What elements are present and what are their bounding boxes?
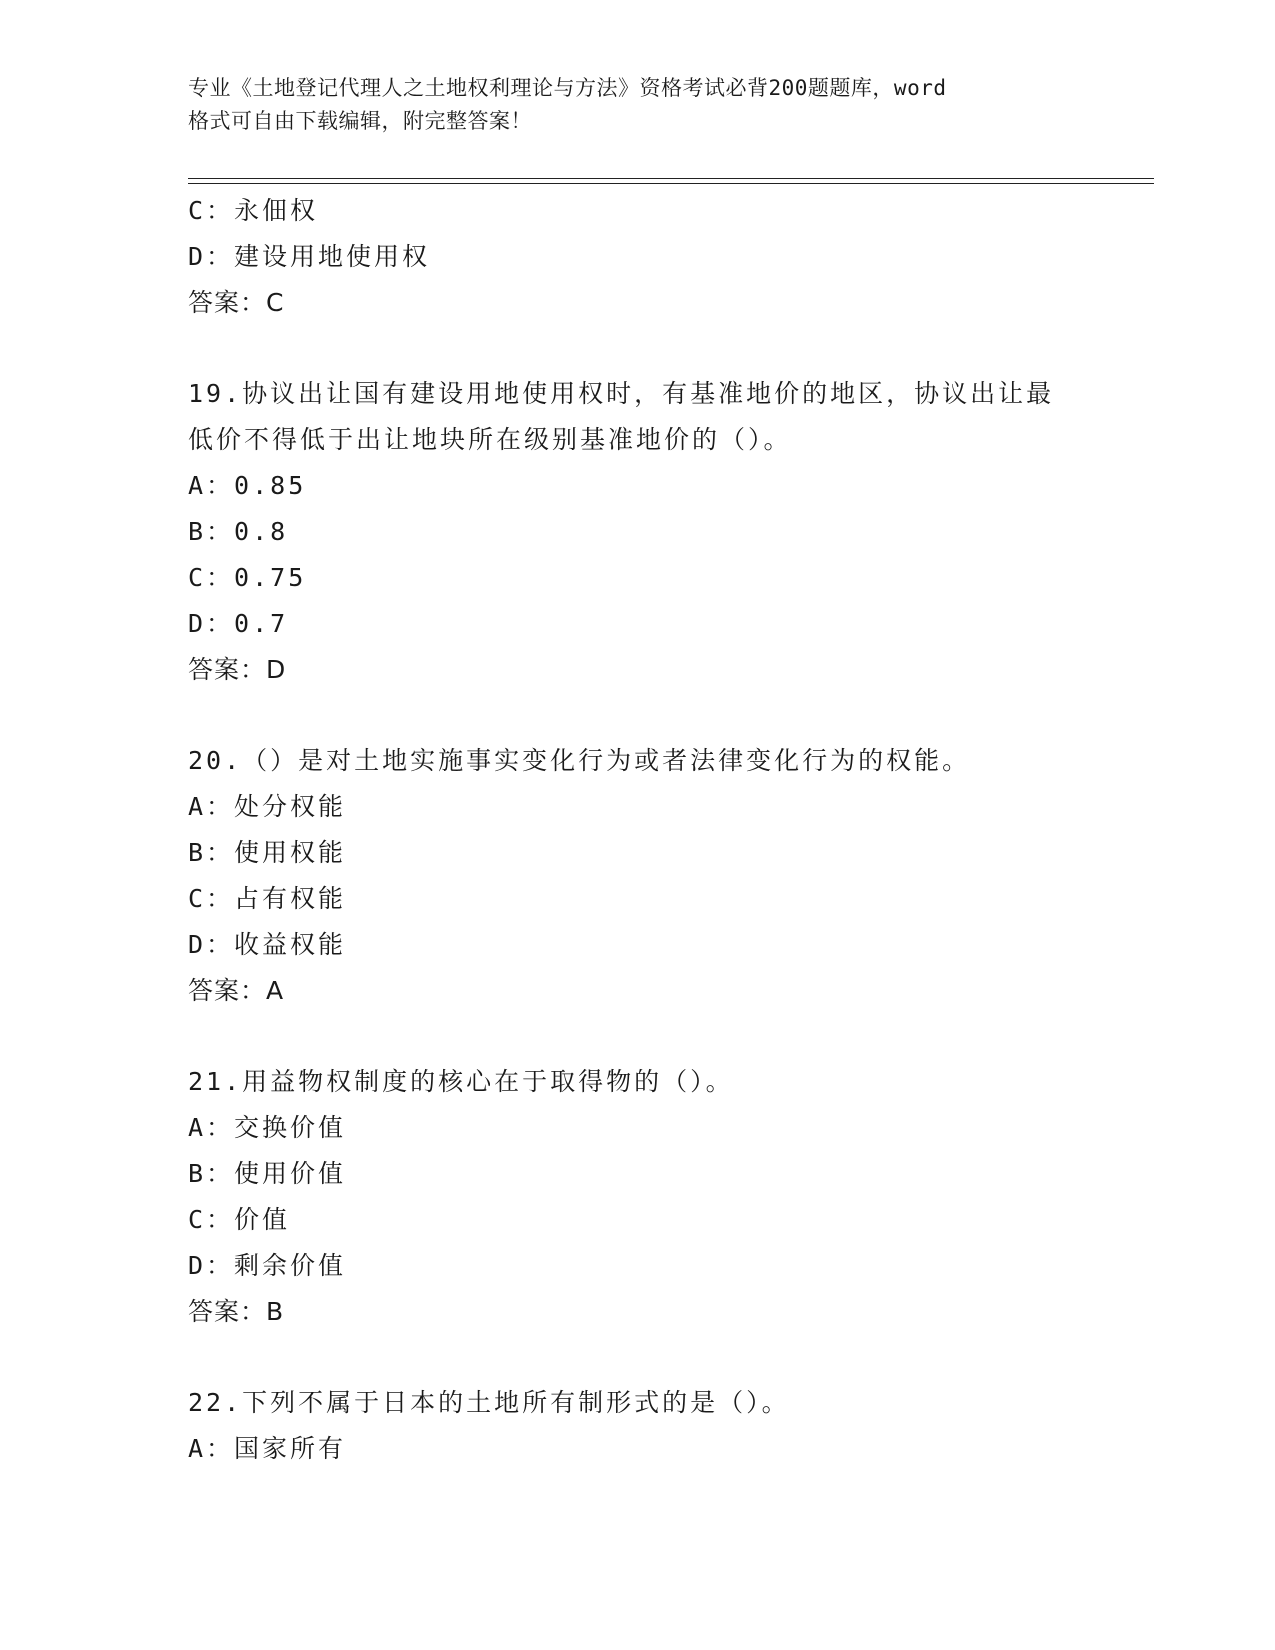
- option-a: A：交换价值: [188, 1113, 347, 1142]
- option-a: A：国家所有: [188, 1434, 347, 1463]
- answer: 答案：B: [188, 1297, 285, 1326]
- question-20: [188, 738, 1088, 1014]
- question-21: [188, 1059, 1088, 1335]
- question-text: 19.协议出让国有建设用地使用权时，有基准地价的地区，协议出让最: [188, 379, 1055, 408]
- question-list: [188, 188, 1088, 1472]
- option-d: D：建设用地使用权: [188, 242, 431, 271]
- answer: 答案：A: [188, 976, 285, 1005]
- question-18-tail: [188, 188, 1088, 326]
- question-19: [188, 371, 1088, 693]
- option-a: A：0.85: [188, 471, 307, 500]
- question-22: [188, 1380, 1088, 1472]
- question-text: 21.用益物权制度的核心在于取得物的（）。: [188, 1067, 734, 1096]
- question-text: 低价不得低于出让地块所在级别基准地价的（）。: [188, 425, 792, 454]
- document-header: [188, 72, 1088, 138]
- option-d: D：0.7: [188, 609, 289, 638]
- option-c: C：价值: [188, 1205, 291, 1234]
- question-text: 22.下列不属于日本的土地所有制形式的是（）。: [188, 1388, 790, 1417]
- header-line-1: 专业《土地登记代理人之土地权利理论与方法》资格考试必背200题题库，word: [188, 76, 947, 100]
- option-d: D：剩余价值: [188, 1251, 347, 1280]
- header-divider-bottom: [188, 183, 1154, 184]
- question-text: 20.（）是对土地实施事实变化行为或者法律变化行为的权能。: [188, 746, 971, 775]
- answer: 答案：C: [188, 288, 285, 317]
- header-line-2: 格式可自由下载编辑，附完整答案！: [188, 109, 532, 133]
- header-divider-top: [188, 178, 1154, 179]
- option-c: C：占有权能: [188, 884, 347, 913]
- option-b: B：使用权能: [188, 838, 347, 867]
- option-b: B：使用价值: [188, 1159, 347, 1188]
- option-b: B：0.8: [188, 517, 289, 546]
- answer: 答案：D: [188, 655, 287, 684]
- option-c: C：0.75: [188, 563, 307, 592]
- option-a: A：处分权能: [188, 792, 347, 821]
- option-d: D：收益权能: [188, 930, 347, 959]
- option-c: C：永佃权: [188, 196, 319, 225]
